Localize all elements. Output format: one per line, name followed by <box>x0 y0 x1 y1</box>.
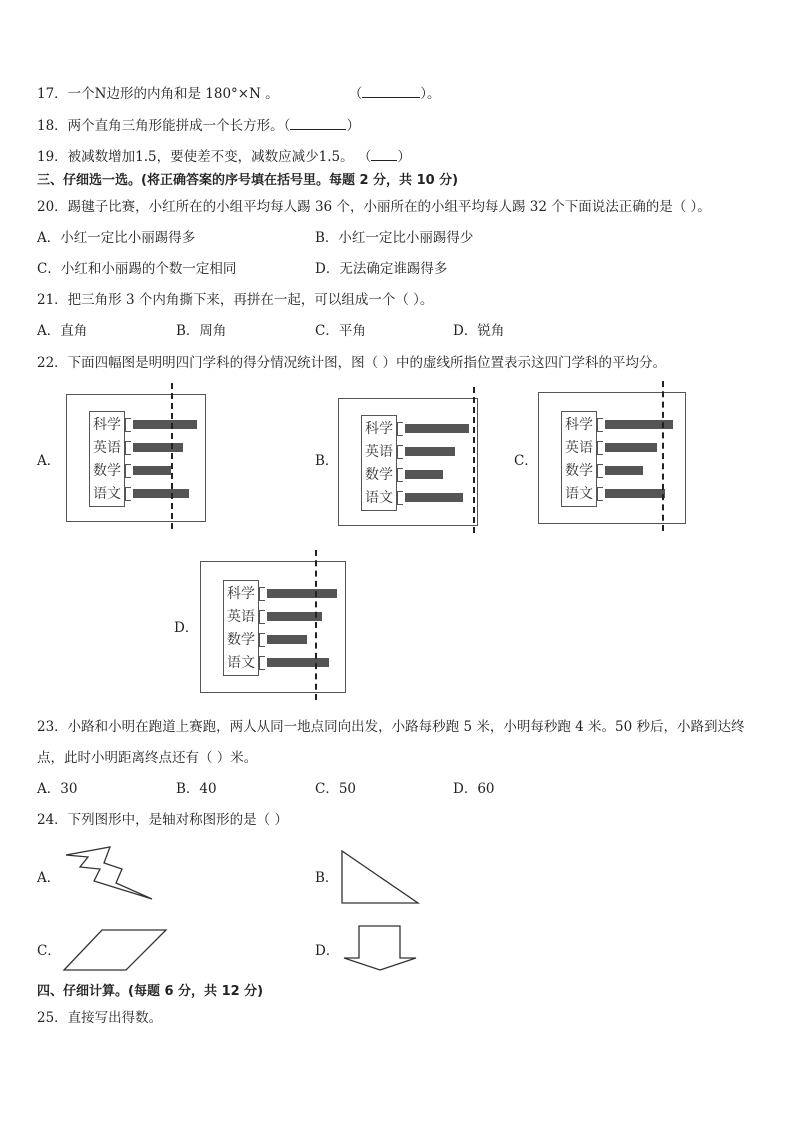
label-bracket <box>259 633 265 647</box>
question-17-text: 17．一个N边形的内角和是 180°×N 。 <box>37 86 279 102</box>
subject-label-column <box>89 411 125 507</box>
q24-label-b[interactable]: B． <box>315 870 339 886</box>
score-bar <box>605 443 657 452</box>
label-bracket <box>259 587 265 601</box>
subject-label-column <box>361 415 397 511</box>
q21-option-c[interactable]: C．平角 <box>315 323 366 339</box>
q20-option-b[interactable]: B．小红一定比小丽踢得少 <box>315 230 474 246</box>
label-bracket <box>259 656 265 670</box>
score-bar <box>405 470 443 479</box>
q24-label-a[interactable]: A． <box>37 870 61 886</box>
question-23-line2: 点，此时小明距离终点还有（ ）米。 <box>37 750 258 766</box>
average-dashed-line <box>315 550 317 700</box>
label-bracket <box>125 464 131 478</box>
label-bracket <box>259 610 265 624</box>
question-25: 25．直接写出得数。 <box>37 1010 163 1026</box>
question-24-stem: 24．下列图形中，是轴对称图形的是（ ） <box>37 812 288 828</box>
subject-label: 语文 <box>93 486 121 502</box>
right-triangle-icon <box>340 849 420 905</box>
score-bar <box>405 424 469 433</box>
section-4-heading: 四、仔细计算。(每题 6 分，共 12 分) <box>37 984 264 999</box>
q22-label-d[interactable]: D． <box>174 620 199 636</box>
score-bar <box>405 493 463 502</box>
question-18-text: 18．两个直角三角形能拼成一个长方形。（ <box>37 118 291 134</box>
average-dashed-line <box>171 383 173 529</box>
score-bar <box>133 489 189 498</box>
average-dashed-line <box>662 381 664 531</box>
subject-label: 数学 <box>227 632 255 648</box>
average-dashed-line <box>473 387 475 533</box>
chart-d <box>200 561 346 693</box>
subject-label: 英语 <box>93 440 121 456</box>
q21-option-b[interactable]: B．周角 <box>176 323 227 339</box>
label-bracket <box>597 418 603 432</box>
score-bar <box>267 658 329 667</box>
subject-label: 科学 <box>93 417 121 433</box>
question-17: 17．一个N边形的内角和是 180°×N 。 （ ）。 <box>37 83 440 103</box>
subject-label: 语文 <box>227 655 255 671</box>
section-3-heading: 三、仔细选一选。(将正确答案的序号填在括号里。每题 2 分，共 10 分) <box>37 173 459 188</box>
q24-label-d[interactable]: D． <box>315 943 340 959</box>
label-bracket <box>397 468 403 482</box>
question-23-line1: 23．小路和小明在跑道上赛跑，两人从同一地点同向出发，小路每秒跑 5 米，小明每秒跑 4 米。50 秒后，小路到达终 <box>37 719 745 735</box>
score-bar <box>405 447 455 456</box>
question-21-stem: 21．把三角形 3 个内角撕下来，再拼在一起，可以组成一个（ ）。 <box>37 292 434 308</box>
q20-option-d[interactable]: D．无法确定谁踢得多 <box>315 261 448 277</box>
score-bar <box>267 635 307 644</box>
score-bar <box>133 443 183 452</box>
question-22-stem: 22．下面四幅图是明明四门学科的得分情况统计图，图（ ）中的虚线所指位置表示这四门学科的平均分。 <box>37 355 666 371</box>
q20-option-c[interactable]: C．小红和小丽踢的个数一定相同 <box>37 261 237 277</box>
label-bracket <box>397 491 403 505</box>
score-bar <box>267 589 337 598</box>
q23-option-d[interactable]: D．60 <box>453 781 495 797</box>
subject-label: 科学 <box>227 586 255 602</box>
chart-b <box>338 398 478 526</box>
score-bar <box>267 612 322 621</box>
label-bracket <box>397 422 403 436</box>
q22-label-c[interactable]: C． <box>514 453 538 469</box>
q24-label-c[interactable]: C． <box>37 943 61 959</box>
subject-label: 数学 <box>565 463 593 479</box>
score-bar <box>133 420 197 429</box>
chart-c <box>538 392 686 524</box>
label-bracket <box>597 441 603 455</box>
answer-blank-19[interactable] <box>371 146 397 161</box>
chart-a <box>66 394 206 522</box>
label-bracket <box>125 418 131 432</box>
q21-option-a[interactable]: A．直角 <box>37 323 88 339</box>
q23-option-b[interactable]: B．40 <box>176 781 217 797</box>
score-bar <box>605 489 665 498</box>
q21-option-d[interactable]: D．锐角 <box>453 323 505 339</box>
label-bracket <box>397 445 403 459</box>
q22-label-b[interactable]: B． <box>315 453 339 469</box>
subject-label: 英语 <box>365 444 393 460</box>
parallelogram-icon <box>62 928 170 972</box>
question-19: 19．被减数增加1.5，要使差不变，减数应减少1.5。 （ ） <box>37 146 411 166</box>
question-19-text: 19．被减数增加1.5，要使差不变，减数应减少1.5。 （ <box>37 149 372 165</box>
question-18: 18．两个直角三角形能拼成一个长方形。（ ） <box>37 115 360 135</box>
label-bracket <box>597 464 603 478</box>
q22-label-a[interactable]: A． <box>37 453 61 469</box>
label-bracket <box>597 487 603 501</box>
down-arrow-icon <box>342 924 418 972</box>
score-bar <box>605 466 643 475</box>
score-bar <box>133 466 171 475</box>
question-20-stem: 20．踢毽子比赛，小红所在的小组平均每人踢 36 个，小丽所在的小组平均每人踢 32 个下面说法正确的是（ ）。 <box>37 199 711 215</box>
answer-blank-17[interactable] <box>362 83 420 98</box>
subject-label: 英语 <box>565 440 593 456</box>
label-bracket <box>125 487 131 501</box>
answer-blank-18[interactable] <box>290 115 346 130</box>
q20-option-a[interactable]: A．小红一定比小丽踢得多 <box>37 230 196 246</box>
subject-label: 数学 <box>365 467 393 483</box>
subject-label: 数学 <box>93 463 121 479</box>
subject-label-column <box>561 411 597 507</box>
lightning-bolt-icon <box>64 845 154 901</box>
q23-option-c[interactable]: C．50 <box>315 781 357 797</box>
subject-label: 英语 <box>227 609 255 625</box>
subject-label-column <box>223 580 259 676</box>
subject-label: 科学 <box>365 421 393 437</box>
label-bracket <box>125 441 131 455</box>
q23-option-a[interactable]: A．30 <box>37 781 78 797</box>
subject-label: 科学 <box>565 417 593 433</box>
subject-label: 语文 <box>565 486 593 502</box>
subject-label: 语文 <box>365 490 393 506</box>
